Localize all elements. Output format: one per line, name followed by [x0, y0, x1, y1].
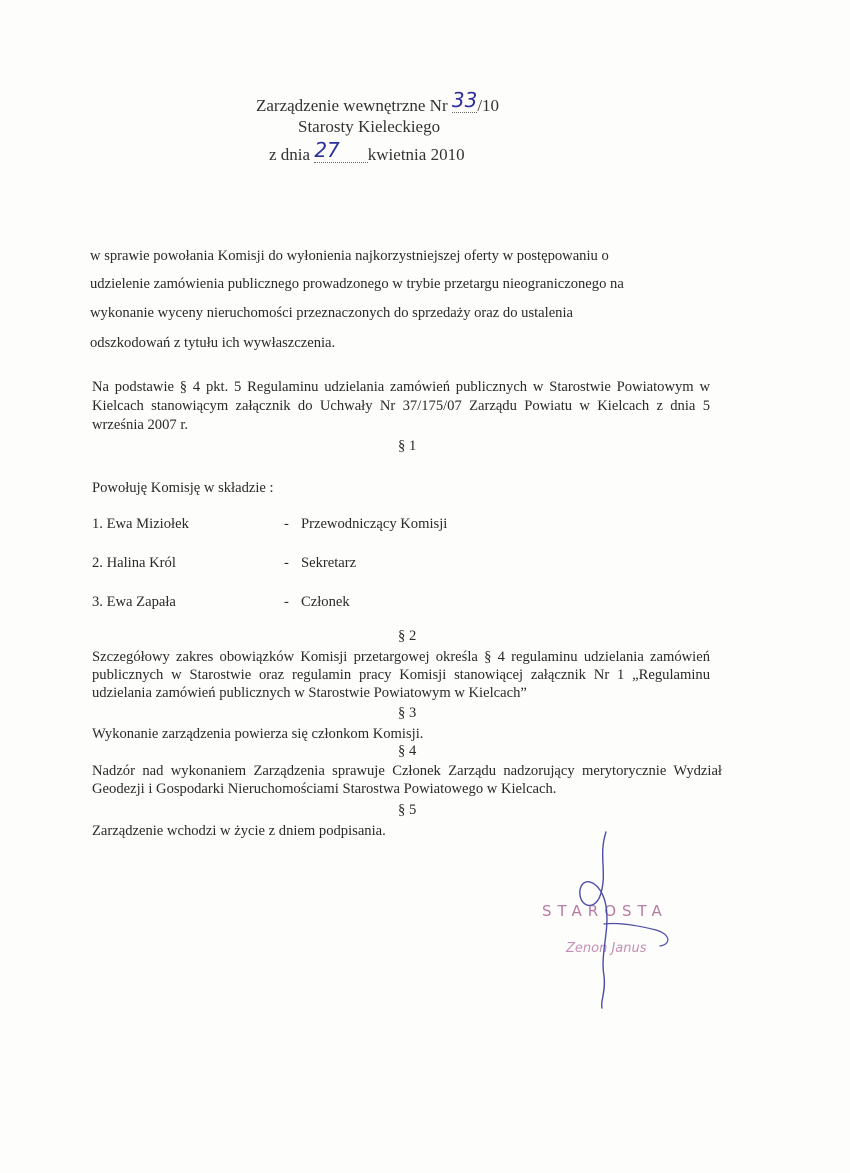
subject-line-4: odszkodowań z tytułu ich wywłaszczenia.: [90, 335, 336, 351]
section-2-heading: § 2: [398, 628, 417, 644]
appoint-intro: Powołuję Komisję w składzie :: [92, 480, 274, 496]
order-title-line: [256, 88, 500, 116]
subject-line-2: udzielenie zamówienia publicznego prowadzonego w trybie przetargu nieograniczonego na: [90, 276, 624, 292]
member-1-role: Przewodniczący Komisji: [301, 516, 448, 532]
section-4-heading: § 4: [398, 743, 417, 759]
section-3-heading: § 3: [398, 705, 417, 721]
member-2-name: 2. Halina Król: [92, 555, 176, 571]
date-suffix: kwietnia 2010: [367, 145, 465, 164]
legal-basis-paragraph: Na podstawie § 4 pkt. 5 Regulaminu udzielania zamówień publicznych w Starostwie Powiatowym w Kielcach stanowiącym załącznik do Uchwały Nr 37/175/07 Zarządu Powiatu w Kielcach z dnia 5 września 2007 r.: [92, 379, 710, 433]
section-3-text: Wykonanie zarządzenia powierza się członkom Komisji.: [92, 726, 424, 742]
member-1-dash: -: [284, 516, 289, 532]
member-3-role: Członek: [301, 594, 350, 610]
section-5-text: Zarządzenie wchodzi w życie z dniem podpisania.: [92, 823, 386, 839]
section-2-text: Szczegółowy zakres obowiązków Komisji przetargowej określa § 4 regulaminu udzielania zamówień publicznych w Starostwie oraz regulamin pracy Komisji stanowiącej załącznik Nr 1 „Regulaminu udzielania zamówień publicznych w Starostwie Powiatowym w Kielcach”: [92, 649, 710, 701]
order-title-prefix: Zarządzenie wewnętrzne Nr: [256, 96, 452, 115]
subject-line-3: wykonanie wyceny nieruchomości przeznaczonych do sprzedaży oraz do ustalenia: [90, 305, 574, 321]
member-2-role: Sekretarz: [301, 555, 357, 571]
member-1-name: 1. Ewa Miziołek: [92, 516, 189, 532]
date-day-handwritten: 27: [314, 138, 367, 163]
date-line: [269, 138, 465, 165]
order-title-suffix: /10: [477, 96, 500, 115]
signature-image: [560, 826, 680, 1011]
member-3-name: 3. Ewa Zapała: [92, 594, 176, 610]
section-1-heading: § 1: [398, 438, 417, 454]
section-4-text: Nadzór nad wykonaniem Zarządzenia sprawuje Członek Zarządu nadzorujący merytorycznie Wydział Geodezji i Gospodarki Nieruchomościami Starostwa Powiatowego w Kielcach.: [92, 763, 722, 797]
member-2-dash: -: [284, 555, 289, 571]
order-number-handwritten: 33: [451, 88, 478, 112]
issuer-line: Starosty Kieleckiego: [298, 117, 441, 136]
stamp-name: Zenon Janus: [566, 941, 647, 956]
stamp-title: STAROSTA: [542, 902, 668, 920]
section-5-heading: § 5: [398, 802, 417, 818]
member-3-dash: -: [284, 594, 289, 610]
subject-line-1: w sprawie powołania Komisji do wyłonienia najkorzystniejszej oferty w postępowaniu o: [90, 248, 609, 264]
date-prefix: z dnia: [269, 145, 315, 164]
